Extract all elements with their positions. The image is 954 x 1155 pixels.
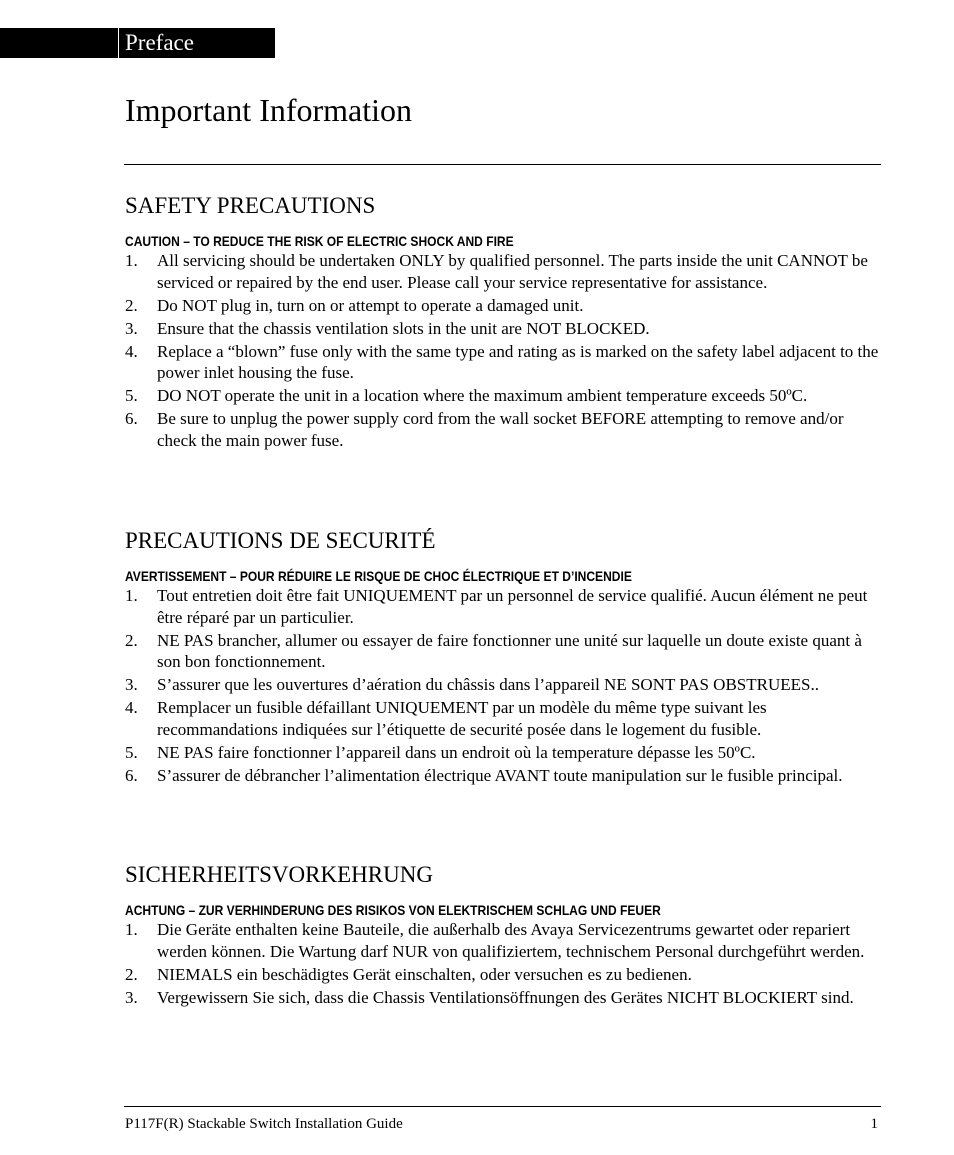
section-precautions-de-securite [125, 527, 881, 788]
caution-heading: AVERTISSEMENT – POUR RÉDUIRE LE RISQUE DE CHOC ÉLECTRIQUE ET D’INCENDIE [125, 568, 632, 584]
item-number: 1. [125, 920, 138, 939]
precaution-list [125, 585, 881, 786]
list-item [125, 987, 881, 1009]
item-text: Die Geräte enthalten keine Bauteile, die außerhalb des Avaya Servicezentrums gewartet oder repariert werden können. Die Wartung darf NUR von qualifiziertem, technischem Personal durchgeführt werden. [157, 920, 865, 961]
item-number: 6. [125, 765, 138, 785]
list-item [125, 341, 881, 384]
title-divider [124, 164, 881, 165]
item-number: 3. [125, 987, 138, 1007]
chapter-label: Preface [118, 28, 194, 58]
item-number: 4. [125, 698, 138, 717]
item-number: 5. [125, 742, 138, 762]
list-item [125, 630, 881, 673]
item-number: 5. [125, 386, 138, 405]
item-text: NE PAS faire fonctionner l’appareil dans un endroit où la temperature dépasse les 50ºC. [157, 742, 756, 762]
precaution-list [125, 919, 881, 1008]
item-text: NE PAS brancher, allumer ou essayer de faire fonctionner une unité sur laquelle un doute existe quant à son bon fonctionnement. [157, 630, 862, 671]
item-number: 2. [125, 964, 138, 984]
item-number: 6. [125, 409, 138, 428]
item-number: 3. [125, 318, 138, 338]
item-text: Do NOT plug in, turn on or attempt to operate a damaged unit. [157, 295, 584, 315]
list-item [125, 742, 881, 764]
item-number: 1. [125, 586, 138, 605]
page-title: Important Information [125, 92, 413, 128]
list-item [125, 674, 881, 696]
list-item [125, 385, 881, 407]
precaution-list [125, 250, 881, 451]
footer-document-title: P117F(R) Stackable Switch Installation Guide [125, 1116, 403, 1132]
item-number: 1. [125, 251, 138, 270]
section-heading: SAFETY PRECAUTIONS [125, 193, 376, 218]
section-heading: SICHERHEITSVORKEHRUNG [125, 862, 433, 887]
footer-page-number: 1 [870, 1116, 878, 1132]
item-text: Be sure to unplug the power supply cord from the wall socket BEFORE attempting to remove and/or check the main power fuse. [157, 409, 844, 450]
item-text: DO NOT operate the unit in a location where the maximum ambient temperature exceeds 50ºC. [157, 386, 808, 405]
section-safety-precautions [125, 192, 881, 453]
list-item [125, 295, 881, 317]
caution-heading: CAUTION – TO REDUCE THE RISK OF ELECTRIC SHOCK AND FIRE [125, 233, 514, 249]
section-sicherheitsvorkehrung [125, 861, 881, 1010]
list-item [125, 697, 881, 740]
item-text: Ensure that the chassis ventilation slots in the unit are NOT BLOCKED. [157, 318, 650, 338]
item-number: 3. [125, 675, 138, 694]
caution-heading: ACHTUNG – ZUR VERHINDERUNG DES RISIKOS VON ELEKTRISCHEM SCHLAG UND FEUER [125, 902, 661, 918]
chapter-header-bar [0, 28, 275, 58]
item-number: 2. [125, 630, 138, 650]
list-item [125, 964, 881, 986]
item-text: NIEMALS ein beschädigtes Gerät einschalten, oder versuchen es zu bedienen. [157, 964, 692, 984]
list-item [125, 318, 881, 340]
item-text: Remplacer un fusible défaillant UNIQUEMENT par un modèle du même type suivant les recommandations indiquées sur l’étiquette de securité posée dans le logement du fusible. [157, 698, 767, 739]
list-item [125, 250, 881, 293]
footer-divider [124, 1106, 881, 1107]
item-text: S’assurer que les ouvertures d’aération du châssis dans l’appareil NE SONT PAS OBSTRUEES.. [157, 675, 819, 694]
list-item [125, 408, 881, 451]
list-item [125, 765, 881, 787]
item-text: Replace a “blown” fuse only with the same type and rating as is marked on the safety label adjacent to the power inlet housing the fuse. [157, 341, 879, 382]
section-heading: PRECAUTIONS DE SECURITÉ [125, 528, 436, 553]
item-text: S’assurer de débrancher l’alimentation électrique AVANT toute manipulation sur le fusible principal. [157, 765, 843, 785]
list-item [125, 585, 881, 628]
item-number: 2. [125, 295, 138, 315]
list-item [125, 919, 881, 962]
item-text: All servicing should be undertaken ONLY by qualified personnel. The parts inside the unit CANNOT be serviced or repaired by the end user. Please call your service representative for assistance. [157, 251, 868, 292]
item-number: 4. [125, 341, 138, 361]
item-text: Vergewissern Sie sich, dass die Chassis Ventilationsöffnungen des Gerätes NICHT BLOCKIERT sind. [157, 987, 854, 1007]
item-text: Tout entretien doit être fait UNIQUEMENT par un personnel de service qualifié. Aucun élément ne peut être réparé par un particulier. [157, 586, 868, 627]
